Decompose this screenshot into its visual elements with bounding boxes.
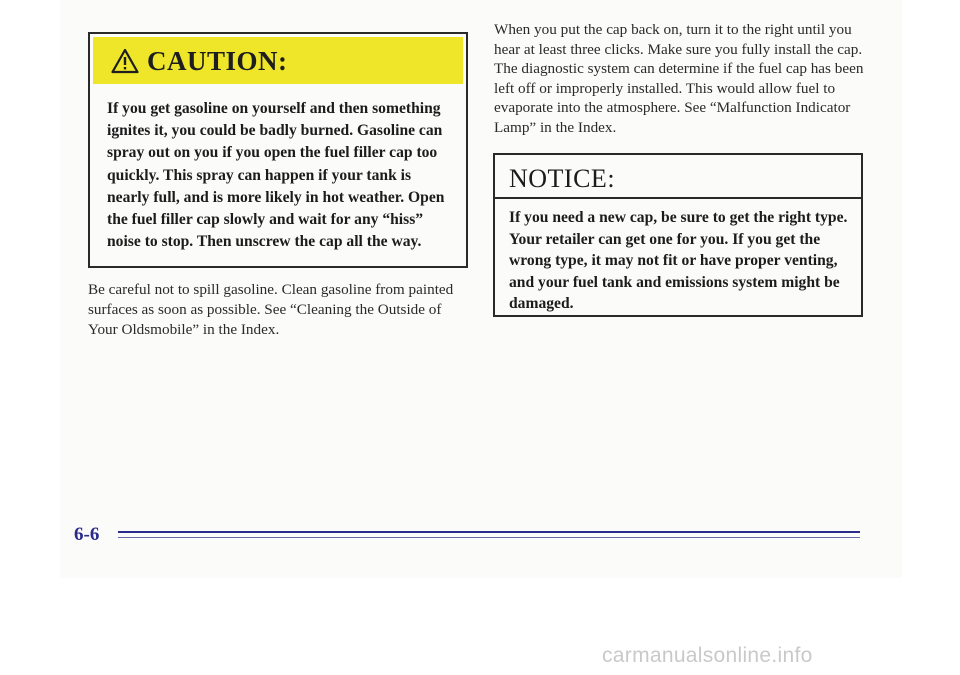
notice-box [493,153,863,317]
caution-box [88,32,468,268]
warning-triangle-icon [111,48,139,74]
notice-header [495,155,861,199]
notice-title: NOTICE: [509,164,616,193]
caution-title: CAUTION: [147,46,288,76]
footer-rule-thin [118,537,860,538]
spill-paragraph: Be careful not to spill gasoline. Clean gasoline from painted surfaces as soon as possible. See “Cleaning the Outside of Your Oldsmobile” in the Index. [88,281,454,338]
page-number: 6-6 [74,524,100,545]
footer-rule [118,531,860,533]
cap-install-paragraph: When you put the cap back on, turn it to the right until you hear at least three clicks. Make sure you fully install the cap. The diagnostic system can determine if the fuel cap has been left off or improperly installed. This would allow fuel to evaporate into the atmosphere. See “Malfunction Indicator Lamp” in the Index. [494,21,864,136]
caution-text: If you get gasoline on yourself and then something ignites it, you could be badly burned. Gasoline can spray out on you if you open the fuel filler cap too quickly. This spray can happen if your tank is nearly full, and is more likely in hot weather. Open the fuel filler cap slowly and wait for any “hiss” noise to stop. Then unscrew the cap all the way. [107,100,445,251]
notice-text: If you need a new cap, be sure to get the right type. Your retailer can get one for you. If you get the wrong type, it may not fit or have proper venting, and your fuel tank and emissions system might be damaged. [509,209,848,313]
caution-header [93,37,463,84]
watermark: carmanualsonline.info [602,644,813,667]
